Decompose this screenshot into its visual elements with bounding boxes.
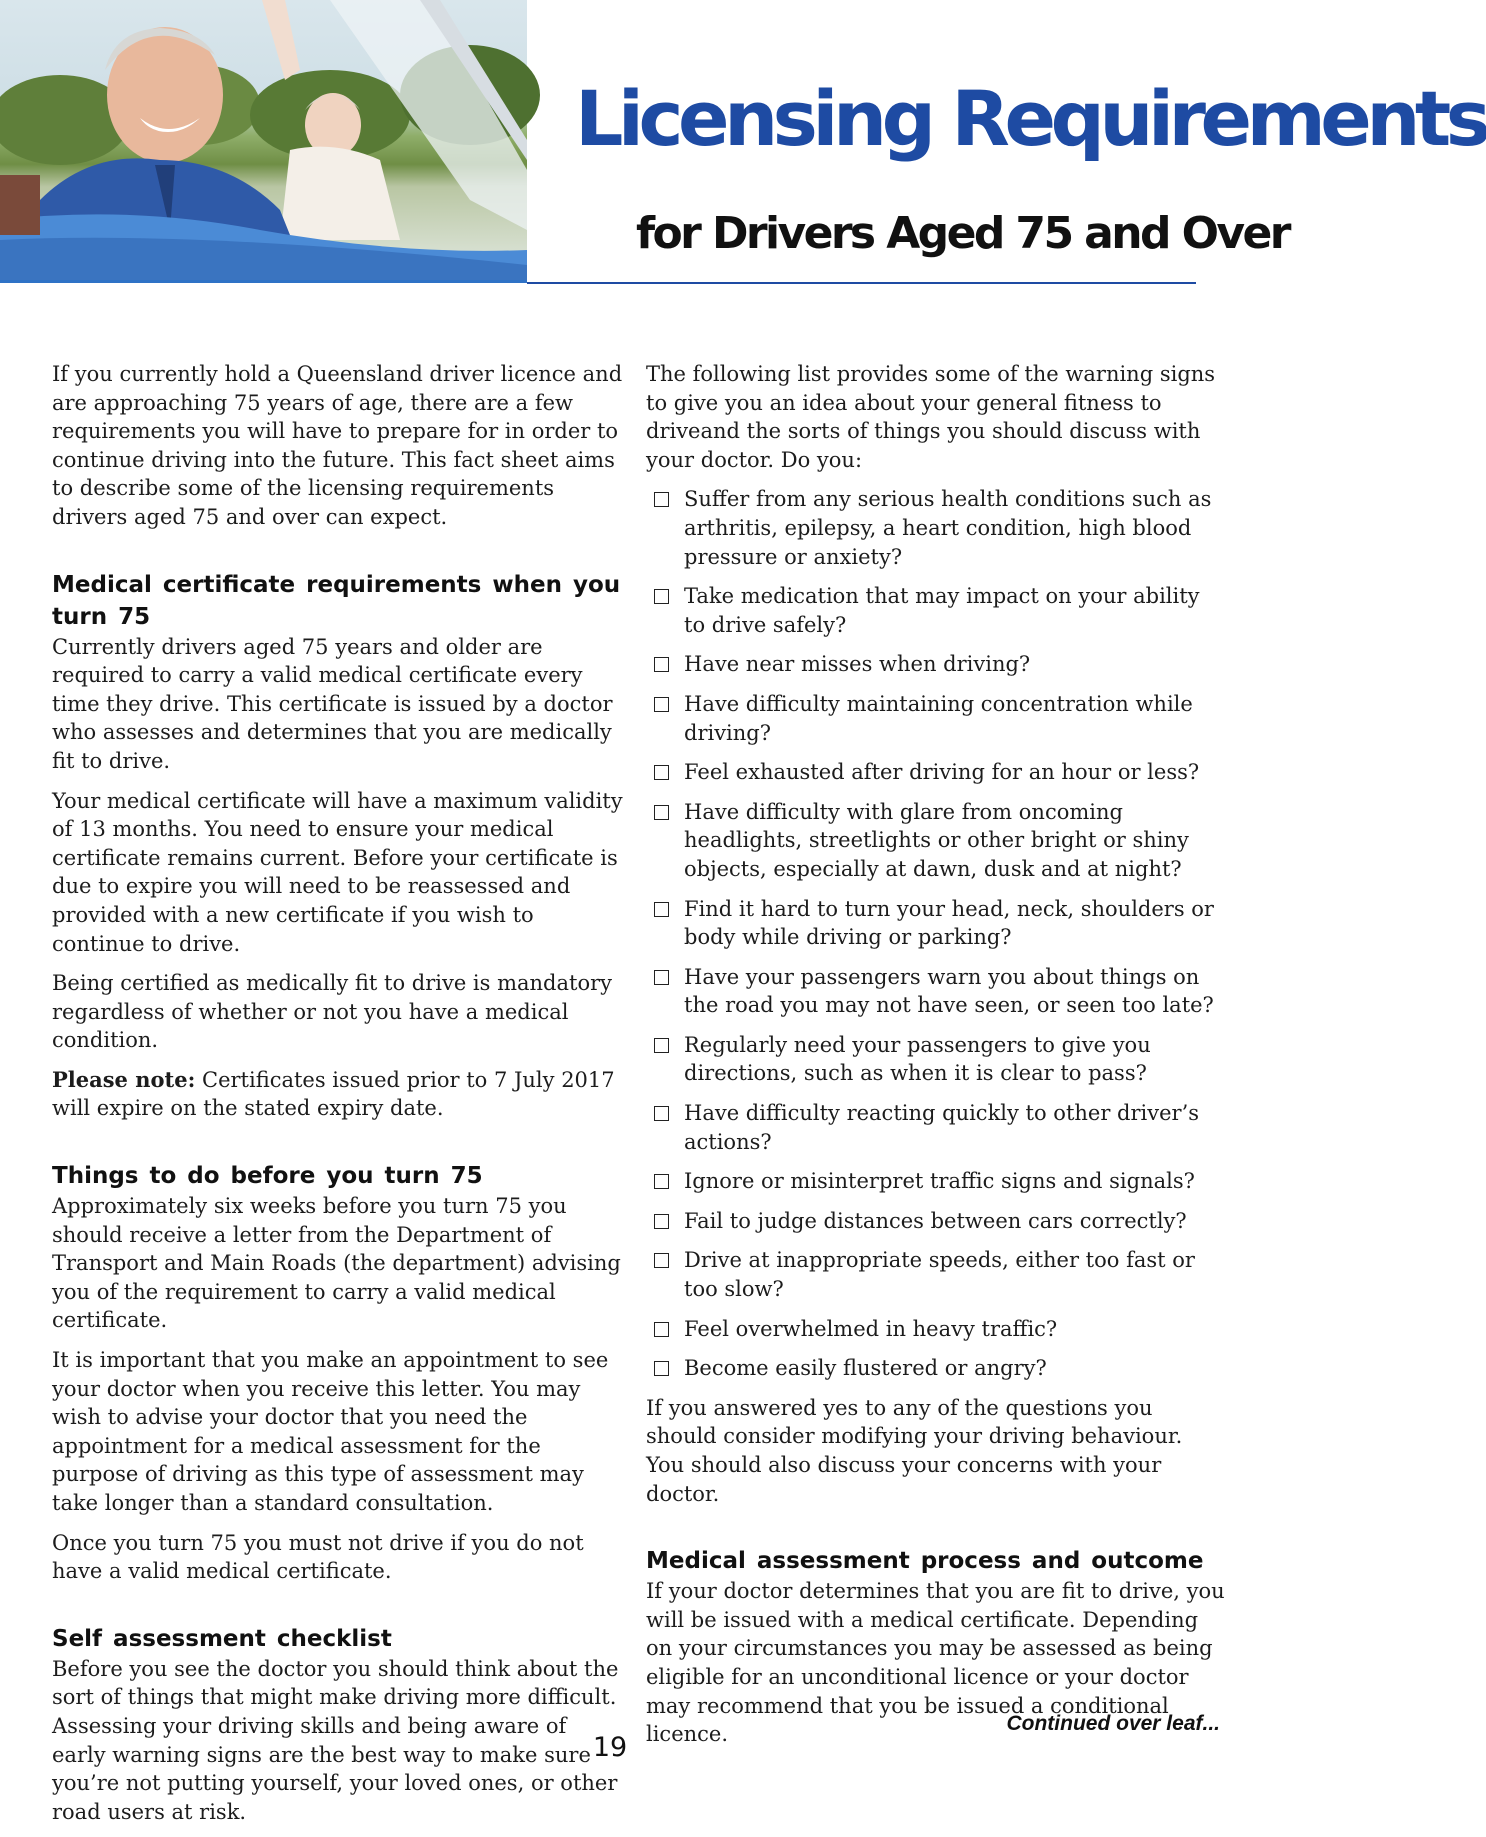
checkbox-icon — [654, 765, 669, 780]
checklist-item: Have difficulty with glare from oncoming headlights, streetlights or other bright or shiny objects, especially at dawn, dusk and at night? — [646, 798, 1226, 884]
checkbox-icon — [654, 1214, 669, 1229]
right-column — [646, 360, 1226, 1760]
checkbox-icon — [654, 1322, 669, 1337]
warning-signs-checklist — [646, 485, 1226, 1382]
checklist-item: Have your passengers warn you about things on the road you may not have seen, or seen too late? — [646, 963, 1226, 1020]
checklist-item: Feel exhausted after driving for an hour or less? — [646, 758, 1226, 787]
checklist-item: Have difficulty maintaining concentration while driving? — [646, 690, 1226, 747]
checklist-item: Suffer from any serious health conditions such as arthritis, epilepsy, a heart condition, high blood pressure or anxiety? — [646, 485, 1226, 571]
please-note-label: Please note: — [52, 1066, 196, 1092]
self-assessment-paragraph: Before you see the doctor you should think about the sort of things that might make driving more difficult. Assessing your driving skills and being aware of early warning signs are the best way to make sure you’re not putting yourself, your loved ones, or other road users at risk. — [52, 1656, 619, 1824]
please-note-paragraph — [52, 1066, 624, 1123]
checklist-intro: The following list provides some of the warning signs to give you an idea about your general fitness to driveand the sorts of things you should discuss with your doctor. Do you: — [646, 362, 1216, 472]
header-photo — [0, 0, 527, 283]
checklist-item: Have near misses when driving? — [646, 650, 1226, 679]
assessment-outcome-heading: Medical assessment process and outcome — [646, 1548, 1204, 1575]
medical-certificate-heading: Medical certificate requirements when you turn 75 — [52, 571, 621, 630]
checkbox-icon — [654, 1361, 669, 1376]
checklist-item: Take medication that may impact on your ability to drive safely? — [646, 582, 1226, 639]
header-photo-base-line — [0, 280, 527, 283]
checkbox-icon — [654, 589, 669, 604]
checklist-item: Ignore or misinterpret traffic signs and signals? — [646, 1167, 1226, 1196]
page-subtitle: for Drivers Aged 75 and Over — [636, 208, 1289, 259]
checkbox-icon — [654, 1038, 669, 1053]
medical-paragraph-1: Currently drivers aged 75 years and older are required to carry a valid medical certificate every time they drive. This certificate is issued by a doctor who assesses and determines that you are medically fit to drive. — [52, 634, 613, 773]
checklist-item: Feel overwhelmed in heavy traffic? — [646, 1315, 1226, 1344]
checkbox-icon — [654, 1106, 669, 1121]
continued-over-leaf: Continued over leaf... — [1006, 1712, 1220, 1735]
checklist-item: Drive at inappropriate speeds, either too fast or too slow? — [646, 1246, 1226, 1303]
answered-yes-paragraph: If you answered yes to any of the questions you should consider modifying your driving behaviour. You should also discuss your concerns with your doctor. — [646, 1395, 1183, 1506]
checklist-item: Regularly need your passengers to give you directions, such as when it is clear to pass? — [646, 1031, 1226, 1088]
things-to-do-paragraph-1: Approximately six weeks before you turn 75 you should receive a letter from the Department of Transport and Main Roads (the department) advising you of the requirement to carry a valid medical certificate. — [52, 1194, 621, 1333]
intro-paragraph: If you currently hold a Queensland driver licence and are approaching 75 years of age, there are a few requirements you will have to prepare for in order to continue driving into the future. This fact sheet aims to describe some of the licensing requirements drivers aged 75 and over can expect. — [52, 362, 623, 529]
senior-couple-in-car-illustration — [0, 0, 527, 283]
checklist-item: Find it hard to turn your head, neck, shoulders or body while driving or parking? — [646, 895, 1226, 952]
checkbox-icon — [654, 492, 669, 507]
checkbox-icon — [654, 805, 669, 820]
checkbox-icon — [654, 902, 669, 917]
left-column — [52, 360, 624, 1837]
page-number: 19 — [592, 1732, 628, 1763]
checkbox-icon — [654, 657, 669, 672]
checkbox-icon — [654, 970, 669, 985]
things-to-do-paragraph-2: It is important that you make an appointment to see your doctor when you receive this letter. You may wish to advise your doctor that you need the appointment for a medical assessment for the purpose of driving as this type of assessment may take longer than a standard consultation. — [52, 1348, 609, 1515]
please-note-text: Certificates issued prior to 7 July 2017 will expire on the stated expiry date. — [52, 1067, 615, 1121]
assessment-outcome-paragraph: If your doctor determines that you are fit to drive, you will be issued with a medical certificate. Depending on your circumstances you may be assessed as being eligible for an unconditional licence or your doctor may recommend that you be issued a conditional licence. — [646, 1579, 1225, 1747]
checkbox-icon — [654, 1174, 669, 1189]
checklist-item: Fail to judge distances between cars correctly? — [646, 1207, 1226, 1236]
checkbox-icon — [654, 697, 669, 712]
medical-paragraph-3: Being certified as medically fit to drive is mandatory regardless of whether or not you have a medical condition. — [52, 971, 612, 1053]
self-assessment-heading: Self assessment checklist — [52, 1625, 392, 1652]
things-to-do-heading: Things to do before you turn 75 — [52, 1163, 483, 1190]
things-to-do-paragraph-3: Once you turn 75 you must not drive if you do not have a valid medical certificate. — [52, 1530, 584, 1584]
title-underline — [527, 282, 1196, 284]
medical-paragraph-2: Your medical certificate will have a maximum validity of 13 months. You need to ensure your medical certificate remains current. Before your certificate is due to expire you will need to be reassessed and provided with a new certificate if you wish to continue to drive. — [52, 788, 623, 956]
checklist-item: Have difficulty reacting quickly to other driver’s actions? — [646, 1099, 1226, 1156]
checkbox-icon — [654, 1253, 669, 1268]
checklist-item: Become easily flustered or angry? — [646, 1354, 1226, 1383]
page-title: Licensing Requirements — [575, 73, 1486, 163]
